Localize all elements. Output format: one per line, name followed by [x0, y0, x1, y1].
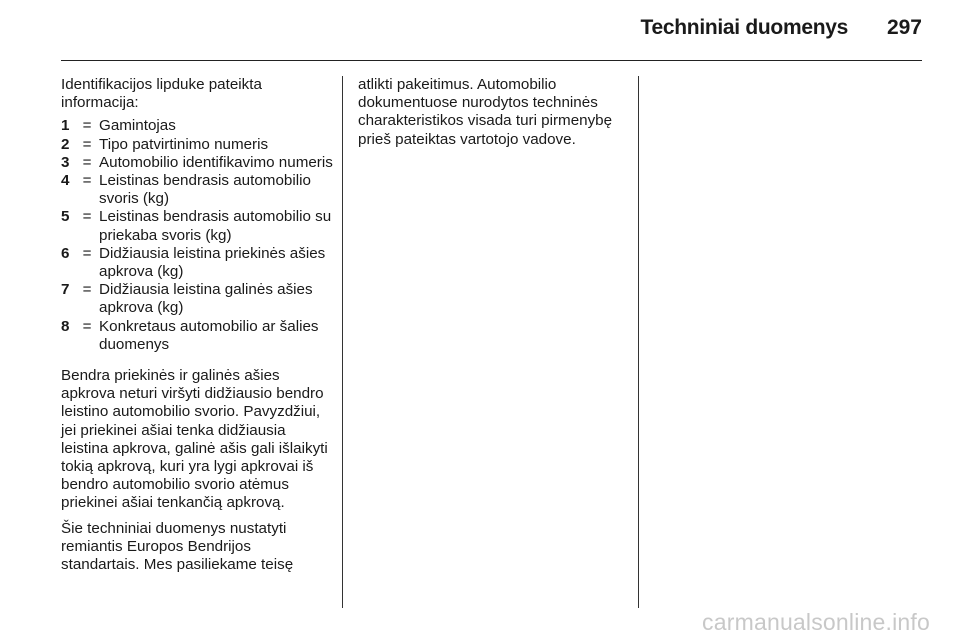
column-divider — [342, 76, 343, 608]
item-text: Tipo patvirtinimo numeris — [99, 135, 269, 153]
list-item — [61, 154, 333, 172]
item-number: 7 — [61, 281, 70, 299]
list-item — [61, 281, 333, 317]
list-item — [61, 136, 333, 154]
item-separator: = — [82, 317, 92, 335]
page-header — [0, 0, 960, 64]
item-number: 6 — [61, 244, 70, 262]
list-item — [61, 117, 333, 135]
item-separator: = — [82, 172, 92, 190]
list-item — [61, 208, 333, 244]
page-number: 297 — [886, 16, 922, 39]
item-text: Gamintojas — [99, 117, 176, 135]
item-text: Leistinas bendrasis automobilio svoris (kg) — [99, 172, 311, 208]
item-text: Automobilio identifikavimo numeris — [99, 153, 333, 171]
item-separator: = — [82, 135, 92, 153]
list-item — [61, 172, 333, 208]
item-text: Konkretaus automobilio ar šalies duomenys — [99, 317, 319, 353]
header-rule — [61, 60, 922, 61]
column-left — [61, 76, 333, 574]
item-number: 5 — [61, 208, 70, 226]
column-divider — [638, 76, 639, 608]
item-separator: = — [82, 244, 92, 262]
axle-load-paragraph: Bendra priekinės ir galinės ašies apkrova neturi viršyti didžiausio bendro leistino automobilio svorio. Pavyzdžiui, jei priekinei ašiai tenka didžiausia leistina apkrova, galinė ašis gali išlaikyti tokią apkrovą, kuri yra lygi apkrovai iš bendro automobilio svorio atėmus priekinei ašiai tenkančią apkrovą. — [61, 367, 328, 512]
item-text: Didžiausia leistina priekinės ašies apkrova (kg) — [99, 244, 326, 281]
list-item — [61, 245, 333, 281]
item-number: 3 — [61, 153, 70, 171]
item-number: 1 — [61, 117, 70, 135]
item-separator: = — [82, 153, 92, 171]
intro-text: Identifikacijos lipduke pateikta informacija: — [61, 76, 262, 112]
label-info-list — [61, 117, 333, 354]
item-number: 2 — [61, 135, 70, 153]
watermark-text: carmanualsonline.info — [702, 609, 930, 635]
standards-paragraph: Šie techniniai duomenys nustatyti remiantis Europos Bendrijos standartais. Mes pasiliekame teisę — [61, 519, 294, 574]
item-separator: = — [82, 281, 92, 299]
page-title: Techniniai duomenys — [640, 16, 848, 39]
item-separator: = — [82, 208, 92, 226]
item-number: 8 — [61, 317, 70, 335]
list-item — [61, 318, 333, 354]
changes-paragraph: atlikti pakeitimus. Automobilio dokumentuose nurodytos techninės charakteristikos visada turi pirmenybę prieš pateiktas vartotojo vadove. — [358, 76, 613, 148]
item-text: Leistinas bendrasis automobilio su priekaba svoris (kg) — [99, 208, 332, 244]
column-middle — [358, 76, 626, 149]
item-separator: = — [82, 117, 92, 135]
item-text: Didžiausia leistina galinės ašies apkrova (kg) — [99, 281, 313, 317]
item-number: 4 — [61, 172, 70, 190]
